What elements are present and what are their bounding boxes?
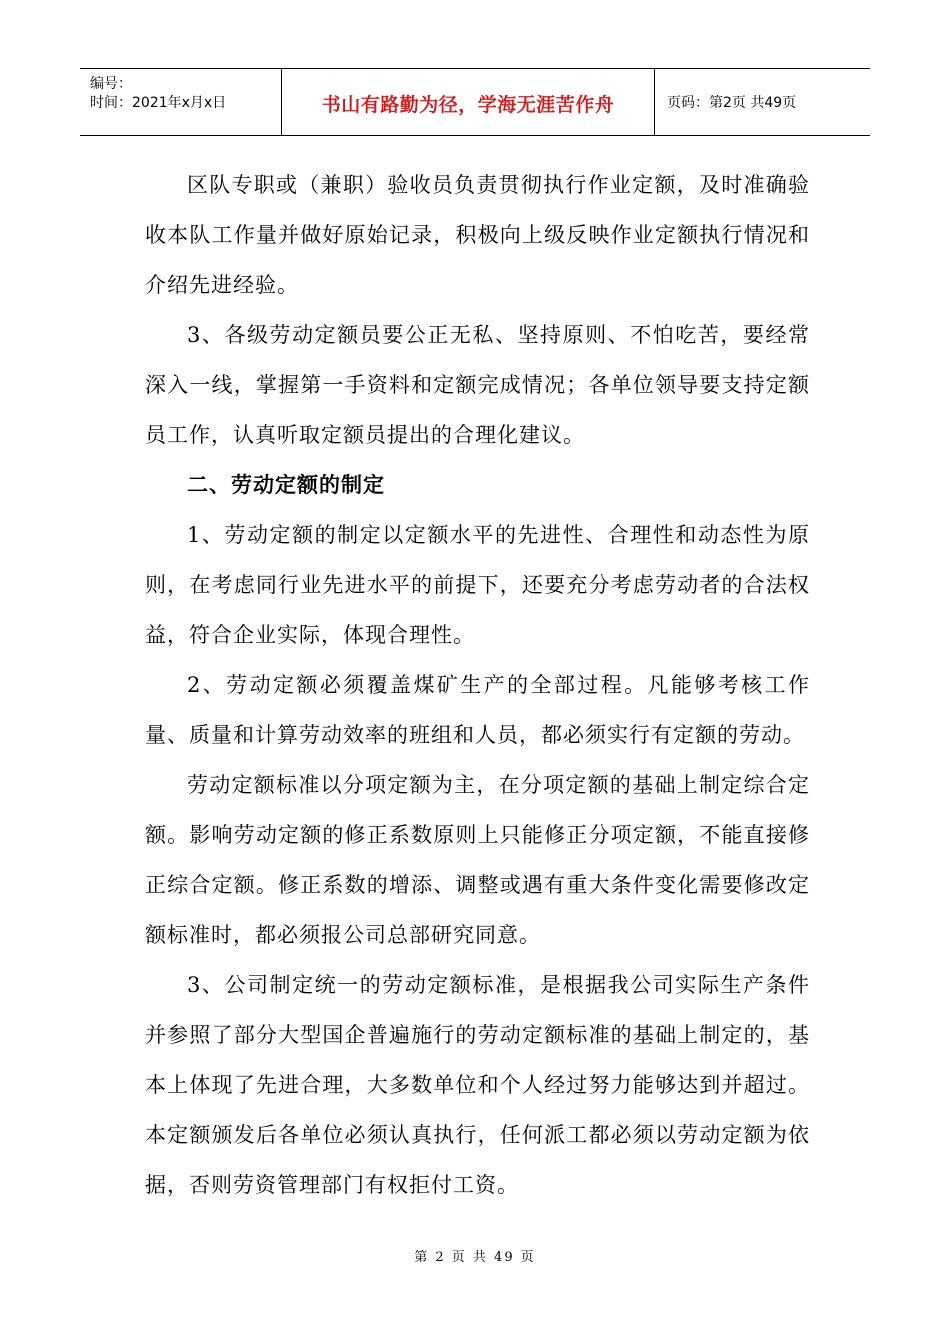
section-heading: 二、劳动定额的制定 (187, 472, 385, 497)
header-page-cell (655, 69, 870, 135)
body-paragraph: 区队专职或（兼职）验收员负责贯彻执行作业定额，及时准确验收本队工作量并做好原始记录，积极向上级反映作业定额执行情况和介绍先进经验。 (145, 173, 810, 297)
document-date: 时间：2021年x月x日 (90, 95, 227, 111)
header-page-info: 页码：第2页 共49页 (667, 95, 797, 111)
page-footer: 第 2 页 共 49 页 (414, 1250, 536, 1265)
header-motto-cell (282, 69, 655, 135)
body-paragraph: 劳动定额标准以分项定额为主，在分项定额的基础上制定综合定额。影响劳动定额的修正系数原则上只能修正分项定额，不能直接修正综合定额。修正系数的增添、调整或遇有重大条件变化需要修改定额标准时，都必须报公司总部研究同意。 (145, 773, 810, 947)
header-motto: 书山有路勤为径，学海无涯苦作舟 (321, 93, 615, 116)
document-header (80, 68, 870, 136)
document-number-label: 编号： (90, 76, 132, 92)
document-body (145, 160, 810, 1210)
body-paragraph: 3、各级劳动定额员要公正无私、坚持原则、不怕吃苦，要经常深入一线，掌握第一手资料和定额完成情况；各单位领导要支持定额员工作，认真听取定额员提出的合理化建议。 (145, 323, 810, 447)
header-meta-cell (80, 69, 282, 135)
body-paragraph: 3、公司制定统一的劳动定额标准，是根据我公司实际生产条件并参照了部分大型国企普遍施行的劳动定额标准的基础上制定的，基本上体现了先进合理，大多数单位和个人经过努力能够达到并超过。本定额颁发后各单位必须认真执行，任何派工都必须以劳动定额为依据，否则劳资管理部门有权拒付工资。 (145, 973, 810, 1197)
body-paragraph: 1、劳动定额的制定以定额水平的先进性、合理性和动态性为原则，在考虑同行业先进水平的前提下，还要充分考虑劳动者的合法权益，符合企业实际，体现合理性。 (145, 523, 810, 647)
body-paragraph: 2、劳动定额必须覆盖煤矿生产的全部过程。凡能够考核工作量、质量和计算劳动效率的班组和人员，都必须实行有定额的劳动。 (145, 673, 810, 747)
